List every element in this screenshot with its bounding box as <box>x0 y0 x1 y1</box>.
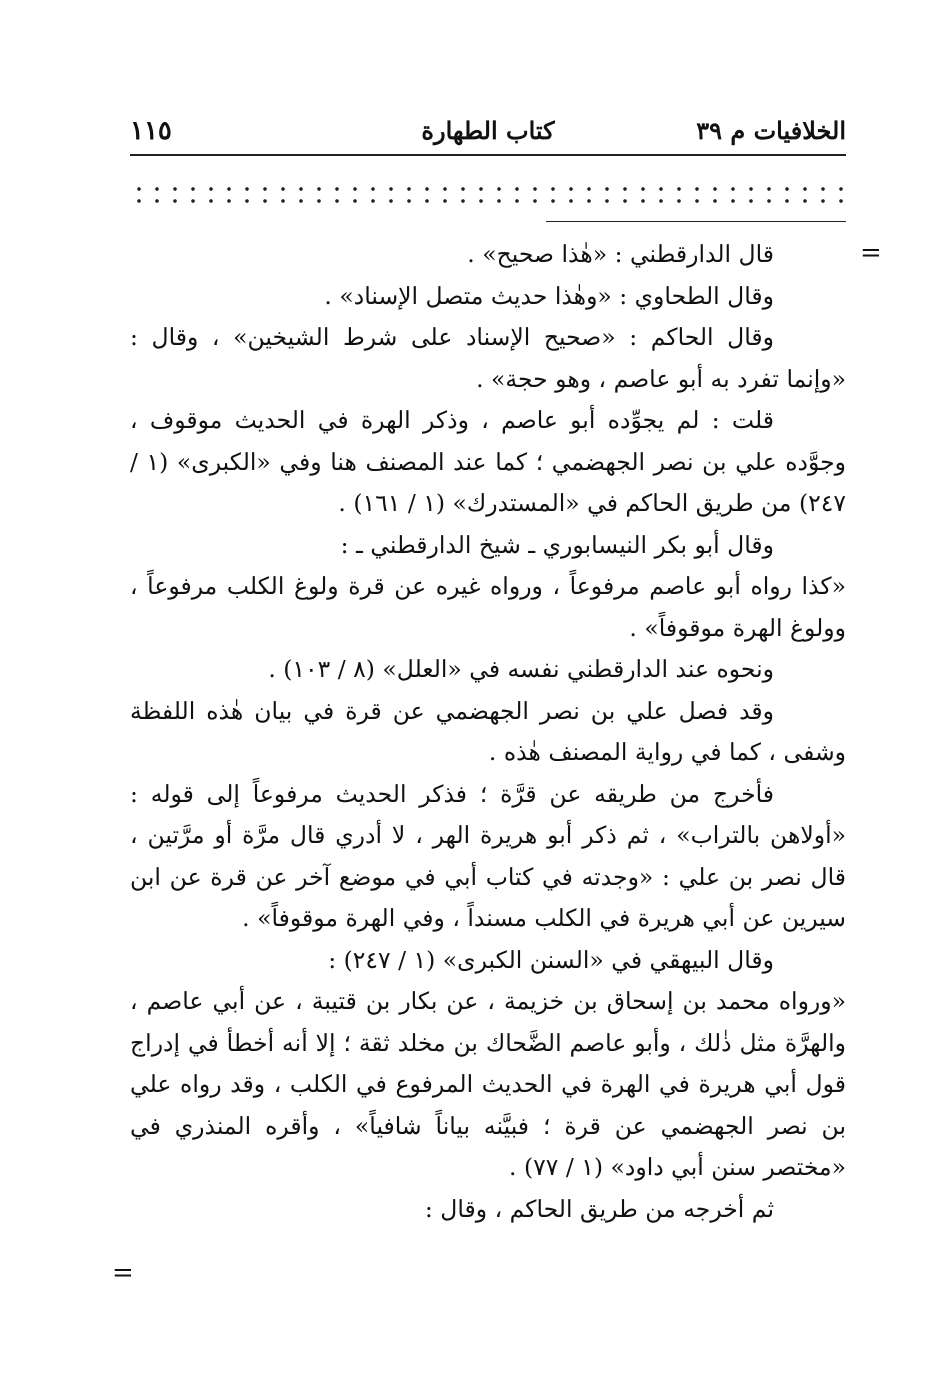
continuation-mark-top: = <box>860 238 882 268</box>
continuation-mark-bottom: = <box>112 1258 134 1288</box>
paragraph: وقال الطحاوي : «وهٰذا حديث متصل الإسناد» . <box>324 281 774 310</box>
paragraph: وقال أبو بكر النيسابوري ـ شيخ الدارقطني ـ : <box>340 530 774 559</box>
paragraph: وقال الحاكم : «صحيح الإسناد على شرط الشيخين» ، وقال : «وإنما تفرد به أبو عاصم ، وهو حجة» . <box>130 323 846 393</box>
chapter-title: كتاب الطهارة <box>421 116 555 145</box>
paragraph: قلت : لم يجوِّده أبو عاصم ، وذكر الهرة في الحديث موقوف ، وجوَّده علي بن نصر الجهضمي ؛ كما عند المصنف هنا وفي «الكبرى» (١ / ٢٤٧) من طريق الحاكم في «المستدرك» (١ / ١٦١) . <box>130 406 846 517</box>
ellipsis-dots-row <box>130 197 846 205</box>
ellipsis-dots-row <box>130 185 846 193</box>
paragraph: «ورواه محمد بن إسحاق بن خزيمة ، عن بكار بن قتيبة ، عن أبي عاصم ، والهرَّة مثل ذٰلك ، وأبو عاصم الضَّحاك بن مخلد ثقة ؛ إلا أنه أخطأ في إدراج قول أبي هريرة في الهرة في الحديث المرفوع في الكلب ، وقد رواه علي بن نصر الجهضمي عن قرة ؛ فبيَّنه بياناً شافياً» ، وأقره المنذري في «مختصر سنن أبي داود» (١ / ٧٧) . <box>130 987 846 1181</box>
paragraph: قال الدارقطني : «هٰذا صحيح» . <box>467 240 774 268</box>
page-header <box>130 116 846 152</box>
paragraph: وقال البيهقي في «السنن الكبرى» (١ / ٢٤٧) : <box>328 945 774 974</box>
paragraph: فأخرج من طريقه عن قرَّة ؛ فذكر الحديث مرفوعاً إلى قوله : «أولاهن بالتراب» ، ثم ذكر أبو هريرة الهر ، لا أدري قال مرَّة أو مرَّتين ، قال نصر بن علي : «وجدته في كتاب أبي في موضع آخر عن قرة عن ابن سيرين عن أبي هريرة في الكلب مسنداً ، وفي الهرة موقوفاً» . <box>130 779 846 932</box>
footnote-body <box>130 234 846 1230</box>
header-rule <box>130 154 846 156</box>
paragraph: وقد فصل علي بن نصر الجهضمي عن قرة في بيان هٰذه اللفظة وشفى ، كما في رواية المصنف هٰذه . <box>130 696 846 766</box>
page-number: ١١٥ <box>130 116 172 146</box>
footnote-separator <box>546 221 846 222</box>
paragraph: «كذا رواه أبو عاصم مرفوعاً ، ورواه غيره عن قرة ولوغ الكلب مرفوعاً ، وولوغ الهرة موقوفاً» . <box>130 572 846 642</box>
paragraph: ثم أخرجه من طريق الحاكم ، وقال : <box>424 1194 774 1223</box>
volume-label: الخلافيات م ٣٩ <box>696 116 846 145</box>
paragraph: ونحوه عند الدارقطني نفسه في «العلل» (٨ / ١٠٣) . <box>268 655 774 683</box>
